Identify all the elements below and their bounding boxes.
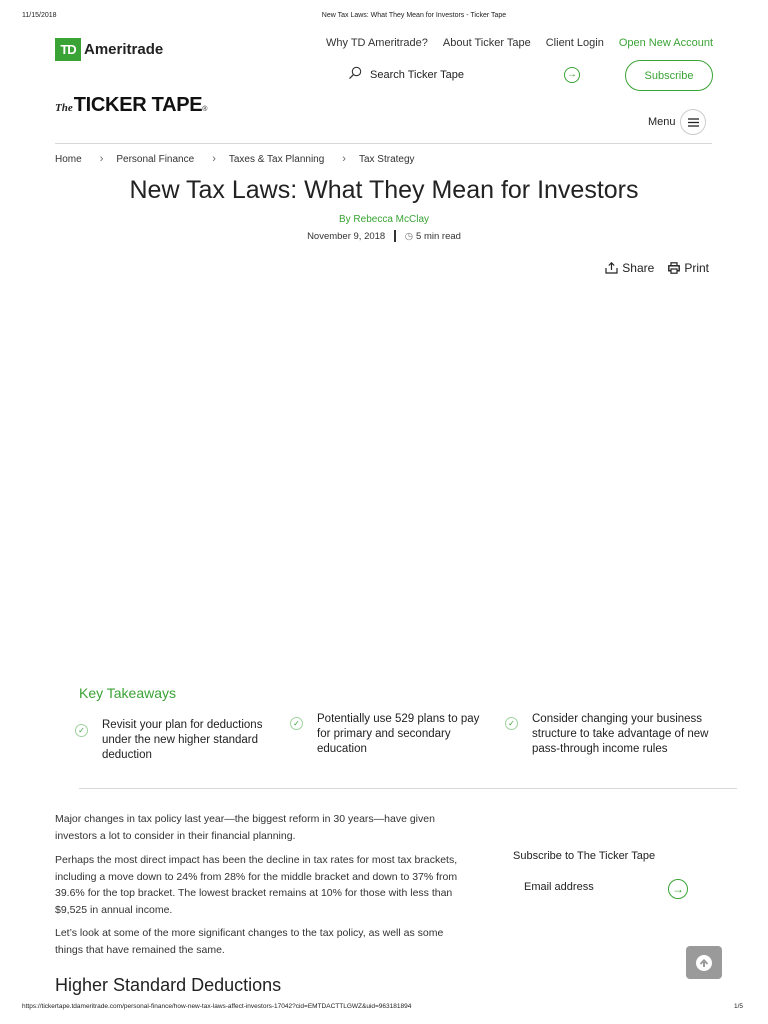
printer-icon (668, 262, 680, 274)
share-print-bar (605, 261, 709, 275)
share-button[interactable] (605, 261, 654, 275)
td-wordmark: Ameritrade (84, 41, 164, 58)
email-input[interactable]: Email address (524, 881, 594, 893)
print-page-title: New Tax Laws: What They Mean for Investors - Ticker Tape (321, 12, 507, 19)
header-divider (55, 143, 712, 144)
key-takeaways-title: Key Takeaways (79, 685, 177, 701)
check-circle-icon: ✓ (290, 717, 303, 730)
nav-open-new-account[interactable]: Open New Account (618, 37, 713, 49)
arrow-up-circle-icon (695, 954, 713, 972)
takeaway-text: Consider changing your business structure to take advantage of new pass-through income rules (532, 713, 709, 755)
body-paragraph: Let’s look at some of the more significant changes to the tax policy, as well as some things that have remained the same. (55, 927, 444, 956)
article-read-time: 5 min read (416, 230, 461, 242)
breadcrumb (55, 153, 415, 165)
ticker-logo-main: TICKER TAPE (73, 94, 203, 116)
nav-about-ticker-tape[interactable]: About Ticker Tape (442, 37, 531, 49)
chevron-right-icon: › (342, 153, 346, 165)
share-label: Share (622, 261, 655, 275)
print-date: 11/15/2018 (22, 12, 57, 19)
article-byline[interactable]: By Rebecca McClay (338, 214, 430, 225)
print-button[interactable] (668, 261, 709, 275)
takeaway-item (75, 718, 280, 763)
print-footer-page: 1/5 (734, 1003, 744, 1010)
td-mark: TD (55, 38, 81, 61)
search-input[interactable]: Search Ticker Tape (370, 69, 464, 81)
ticker-logo-the: The (55, 102, 73, 114)
top-nav (326, 37, 713, 49)
subscribe-button[interactable]: Subscribe (625, 60, 713, 91)
chevron-right-icon: › (99, 153, 104, 165)
check-circle-icon: ✓ (75, 724, 88, 737)
check-circle-icon: ✓ (505, 717, 518, 730)
article-date: November 9, 2018 (307, 230, 386, 242)
body-paragraph: Major changes in tax policy last year—the biggest reform in 30 years—have given investors a lot to consider in their financial planning. (55, 813, 435, 842)
breadcrumb-taxes[interactable]: Taxes & Tax Planning (228, 153, 325, 165)
nav-client-login[interactable]: Client Login (545, 37, 604, 49)
breadcrumb-tax-strategy[interactable]: Tax Strategy (358, 153, 415, 165)
article-title: New Tax Laws: What They Mean for Investors (129, 176, 639, 204)
scroll-to-top-button[interactable] (686, 946, 722, 979)
menu-label[interactable]: Menu (648, 116, 676, 128)
arrow-right-circle-icon[interactable]: → (668, 879, 688, 899)
takeaway-item (505, 712, 710, 757)
meta-separator (394, 230, 396, 242)
print-label: Print (684, 261, 709, 275)
takeaway-text: Potentially use 529 plans to pay for primary and secondary education (317, 713, 480, 755)
section-heading: Higher Standard Deductions (55, 975, 282, 995)
article-meta (0, 230, 768, 242)
chevron-right-icon: › (212, 153, 216, 165)
td-ameritrade-logo[interactable] (55, 38, 163, 61)
body-paragraph: Perhaps the most direct impact has been the decline in tax rates for most tax brackets, including a move down to 24% from 28% for the middle bracket and down to 37% from 39.6% for the top bracket. The lowest bracket remains at 10% for those with less than $9,525 in annual income. (55, 854, 458, 916)
print-footer-url: https://tickertape.tdameritrade.com/personal-finance/how-new-tax-laws-affect-investors-17042?cid=EMTDACTTLGWZ&uid=963181894 (22, 1003, 412, 1010)
nav-why-td[interactable]: Why TD Ameritrade? (325, 37, 428, 49)
takeaway-text: Revisit your plan for deductions under the new higher standard deduction (102, 719, 263, 761)
hamburger-icon[interactable] (680, 109, 706, 135)
takeaway-item (290, 712, 495, 757)
subscribe-panel-title: Subscribe to The Ticker Tape (513, 850, 656, 862)
clock-icon: ◷ (404, 230, 414, 242)
search-icon[interactable] (348, 66, 362, 80)
breadcrumb-personal-finance[interactable]: Personal Finance (116, 153, 195, 165)
share-icon (605, 262, 618, 274)
takeaways-divider (79, 788, 737, 789)
ticker-logo-registered: ® (202, 106, 208, 113)
breadcrumb-home[interactable]: Home (55, 153, 82, 165)
ticker-tape-logo[interactable] (55, 94, 207, 117)
arrow-right-circle-icon[interactable]: → (564, 67, 580, 83)
